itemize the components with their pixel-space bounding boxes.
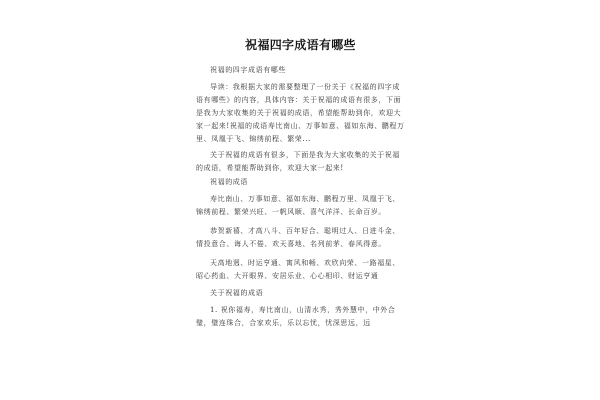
section-heading-about-idioms: 关于祝福的成语 xyxy=(210,289,264,297)
idiom-list-3: 天高地迥、时运亨通、寓风和畅、欢欣向荣、一路福星、昭心药血、大开眼界、安居乐业、心心相印、财运亨通 xyxy=(196,259,400,280)
intro-paragraph: 导读：我根据大家的需要整理了一份关于《祝福的四字成语有哪些》的内容，具体内容：关于祝福的成语有很多，下面是我为大家收集的关于祝福的成语，希望能帮助到你，欢迎大家一起来!祝福的成语寿比南山、万事如意、福如东海、鹏程万里、凤凰于飞、锦绣前程、繁荣... xyxy=(196,83,405,143)
section-heading-blessing-idioms: 祝福的成语 xyxy=(210,178,248,186)
numbered-item-1: 1. 祝你福寿，寿比南山，山清水秀，秀外慧中，中外合璧，璧连珠合，合家欢乐，乐以忘忧，忧深思远，远 xyxy=(196,306,396,327)
idiom-list-1: 寿比南山、万事如意、福如东海、鹏程万里、凤凰于飞、锦绣前程、繁荣兴旺、一帆风顺、喜气洋洋、长命百岁。 xyxy=(196,195,400,216)
document-subtitle: 祝福的四字成语有哪些 xyxy=(210,66,286,74)
second-paragraph: 关于祝福的成语有很多，下面是我为大家收集的关于祝福的成语，希望能帮助到你，欢迎大家一起来! xyxy=(196,151,400,172)
idiom-list-2: 恭贺新禧、才高八斗、百年好合、聪明过人、日进斗金、情投意合、诲人不倦、欢天喜地、名列前茅、春风得意。 xyxy=(196,227,400,248)
document-title: 祝福四字成语有哪些 xyxy=(245,38,356,52)
